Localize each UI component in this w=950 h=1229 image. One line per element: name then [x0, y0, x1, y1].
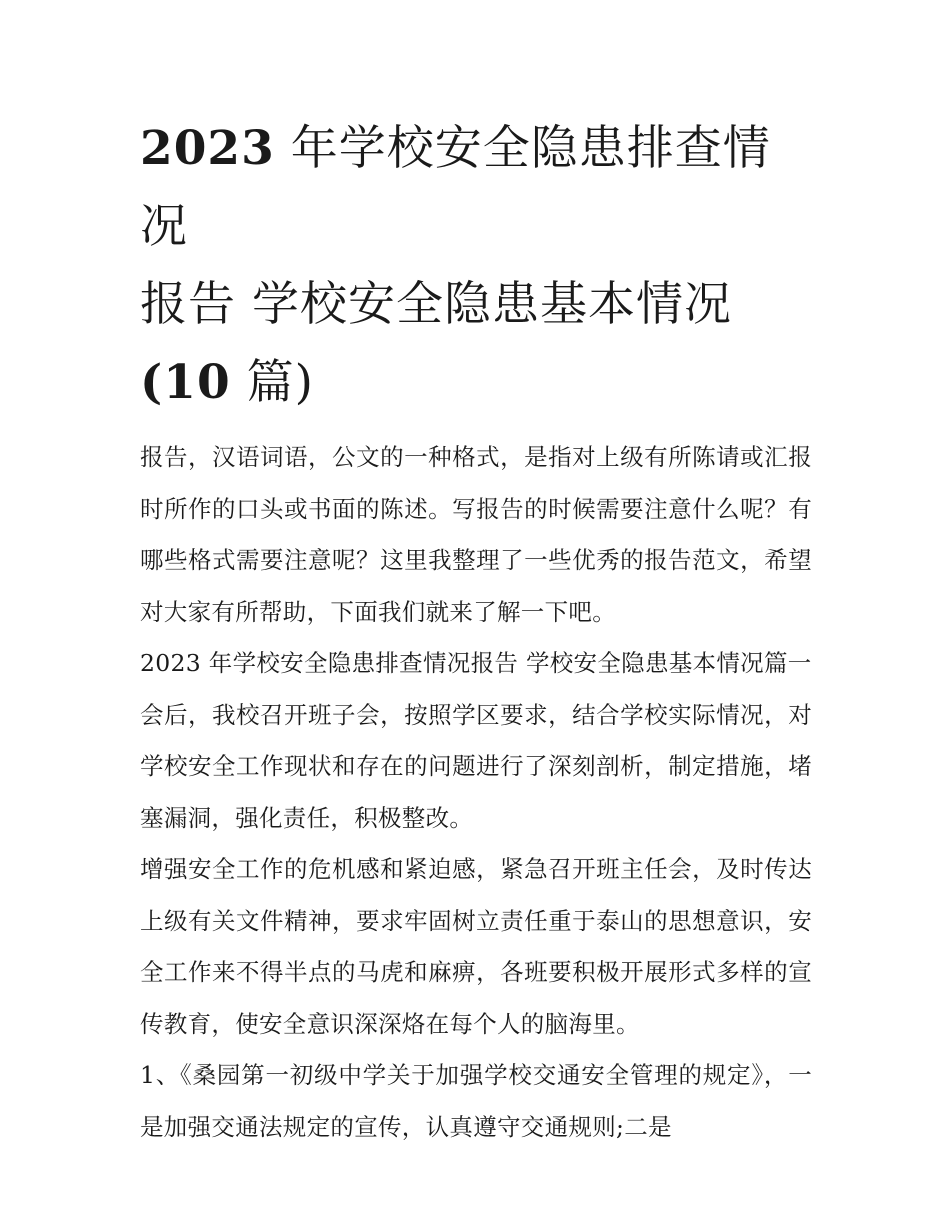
- title-year: 2023: [140, 121, 275, 176]
- intro-paragraph: 报告，汉语词语，公文的一种格式，是指对上级有所陈请或汇报时所作的口头或书面的陈述。写报告的时候需要注意什么呢？有哪些格式需要注意呢？这里我整理了一些优秀的报告范文，希望对大家有所帮助，下面我们就来了解一下吧。: [140, 443, 812, 626]
- body-paragraph: 1、《桑园第一初级中学关于加强学校交通安全管理的规定》，一是加强交通法规定的宣传，认真遵守交通规则;二是: [140, 1061, 812, 1141]
- body-paragraph: 会后，我校召开班子会，按照学区要求，结合学校实际情况，对学校安全工作现状和存在的问题进行了深刻剖析，制定措施，堵塞漏洞，强化责任，积极整改。: [140, 700, 812, 832]
- section-heading: 2023 年学校安全隐患排查情况报告 学校安全隐患基本情况篇一: [140, 649, 812, 677]
- title-count: (10: [140, 355, 231, 410]
- title-line1-text: 年学校安全隐患排查情况: [140, 121, 771, 254]
- document-page: [140, 110, 812, 1153]
- document-title: [140, 110, 812, 422]
- body-paragraph: 增强安全工作的危机感和紧迫感，紧急召开班主任会，及时传达上级有关文件精神，要求牢固树立责任重于泰山的思想意识，安全工作来不得半点的马虎和麻痹，各班要积极开展形式多样的宣传教育，使安全意识深深烙在每个人的脑海里。: [140, 855, 812, 1038]
- title-line3-text: 篇): [230, 355, 314, 410]
- title-line2-text: 报告 学校安全隐患基本情况: [140, 277, 732, 332]
